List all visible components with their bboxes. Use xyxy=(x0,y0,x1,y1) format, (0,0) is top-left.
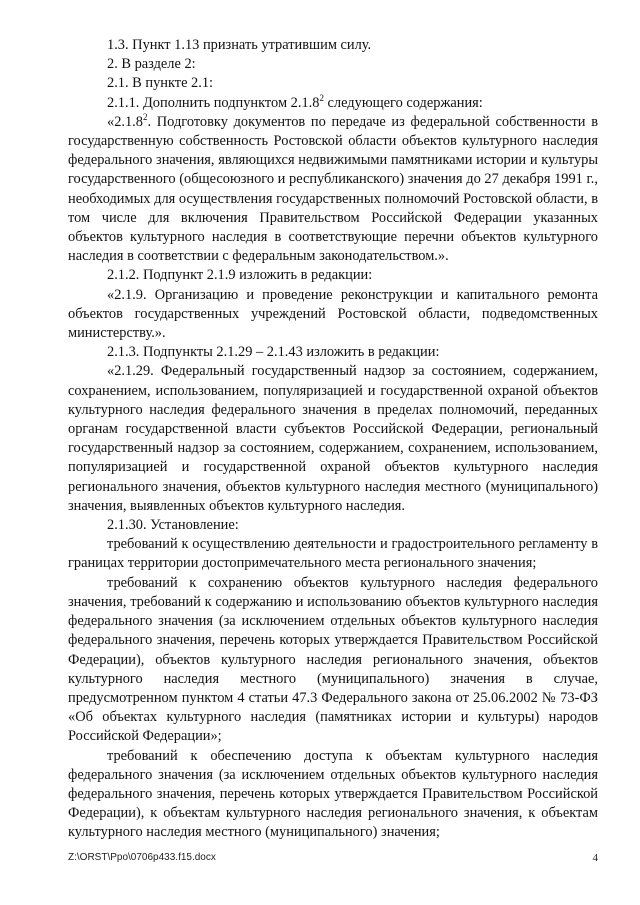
page-number: 4 xyxy=(592,852,598,864)
paragraph-2-1-3: 2.1.3. Подпункты 2.1.29 – 2.1.43 изложить в редакции: xyxy=(107,344,440,361)
paragraph-2-1-30: 2.1.30. Установление: xyxy=(107,517,239,534)
list-item-requirements-2: требований к сохранению объектов культурного наследия федерального значения, требований к содержанию и использованию объектов культурного наследия федерального значения (за исключением отдельных объектов культурного наследия федерального значения, перечень которых утверждается Правительством Российской Федерации), объектов культурного наследия регионального значения, объектов культурного наследия местного (муниципального) значения в случае, предусмотренном пунктом 4 статьи 47.3 Федерального закона от 25.06.2002 № 73-ФЗ «Об объектах культурного наследия (памятниках истории и культуры) народов Российской Федерации»; xyxy=(68,574,598,745)
paragraph-2-1-2: 2.1.2. Подпункт 2.1.9 изложить в редакции: xyxy=(107,267,373,284)
paragraph-2: 2. В разделе 2: xyxy=(107,56,196,73)
document-body xyxy=(68,34,598,843)
list-item-requirements-3: требований к обеспечению доступа к объектам культурного наследия федерального значения (за исключением отдельных объектов культурного наследия федерального значения, перечень которых утверждается Правительством Российской Федерации), к объектам культурного наследия регионального значения, к объектам культурного наследия местного (муниципального) значения; xyxy=(68,747,598,841)
paragraph-2-1-9-quote: «2.1.9. Организацию и проведение реконструкции и капитального ремонта объектов государственных учреждений Ростовской области, подведомственных министерству.». xyxy=(68,286,598,342)
paragraph-2-1-29-quote: «2.1.29. Федеральный государственный надзор за состоянием, содержанием, сохранением, использованием, популяризацией и государственной охраной объектов культурного наследия федерального значения в пределах полномочий, переданных органам государственной власти субъектов Российской Федерации, региональный государственный надзор за состоянием, содержанием, сохранением, использованием, популяризацией и государственной охраной объектов культурного наследия регионального значения, объектов культурного наследия местного (муниципального) значения, выявленных объектов культурного наследия. xyxy=(68,363,598,514)
paragraph-2-1-8-2-quote: «2.1.8$^2$. Подготовку документов по передаче из федеральной собственности в государственную собственность Ростовской области объектов культурного наследия федерального значения, являющихся недвижимыми памятниками истории и культуры государственного (общесоюзного и республиканского) значения до 27 декабря 1991 г., необходимых для осуществления государственных полномочий Ростовской области, в том числе для включения Правительством Российской Федерации указанных объектов культурного наследия в соответствующие перечни объектов культурного наследия в соответствии с федеральным законодательством.». xyxy=(68,112,598,265)
paragraph-2-1: 2.1. В пункте 2.1: xyxy=(107,75,214,92)
file-path: Z:\ORST\Ppo\0706p433.f15.docx xyxy=(68,852,216,863)
page-footer xyxy=(68,852,598,864)
paragraph-1-3: 1.3. Пункт 1.13 признать утратившим силу. xyxy=(107,37,372,53)
paragraph-2-1-1: 2.1.1. Дополнить подпунктом 2.1.8$^2$ следующего содержания: xyxy=(107,92,483,111)
list-item-requirements-1: требований к осуществлению деятельности и градостроительного регламенту в границах территории достопримечательного места регионального значения; xyxy=(68,536,598,572)
